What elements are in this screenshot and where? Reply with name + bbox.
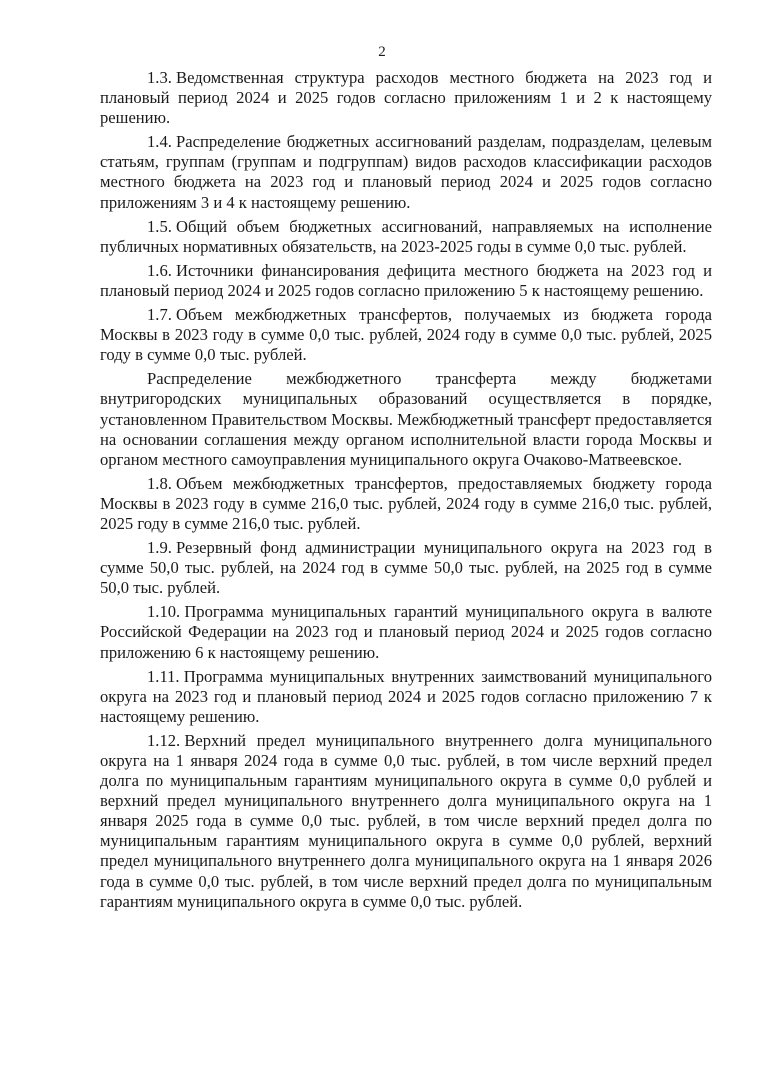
clause-number: 1.7.: [147, 305, 172, 325]
page-number: 2: [378, 44, 386, 60]
paragraph-1-12: [100, 731, 712, 912]
paragraph-1-9: [100, 538, 712, 598]
paragraph-1-3: [100, 68, 712, 128]
clause-number: 1.12.: [147, 730, 181, 750]
clause-number: 1.8.: [147, 473, 172, 493]
paragraph-1-6: [100, 261, 712, 301]
clause-text: Резервный фонд администрации муниципального округа на 2023 год в сумме 50,0 тыс. рублей, на 2024 год в сумме 50,0 тыс. рублей, на 2025 год в сумме 50,0 тыс. рублей.: [100, 538, 712, 598]
clause-text: Источники финансирования дефицита местного бюджета на 2023 год и плановый период 2024 и 2025 годов согласно приложению 5 к настоящему решению.: [100, 260, 712, 300]
clause-text: Распределение межбюджетного трансферта между бюджетами внутригородских муниципальных образований осуществляется в порядке, установленном Правительством Москвы. Межбюджетный трансферт предоставляется на основании соглашения между органом исполнительной власти города Москвы и органом местного самоуправления муниципального округа Очаково-Матвеевское.: [100, 369, 712, 469]
paragraph-1-7-distribution: [100, 369, 712, 469]
paragraph-1-8: [100, 474, 712, 534]
paragraph-1-4: [100, 132, 712, 212]
clause-text: Объем межбюджетных трансфертов, предоставляемых бюджету города Москвы в 2023 году в сумме 216,0 тыс. рублей, 2024 году в сумме 216,0 тыс. рублей, 2025 году в сумме 216,0 тыс. рублей.: [100, 473, 712, 533]
document-body: [100, 68, 712, 916]
clause-number: 1.10.: [147, 602, 181, 622]
clause-text: Общий объем бюджетных ассигнований, направляемых на исполнение публичных нормативных обязательств, на 2023-2025 годы в сумме 0,0 тыс. рублей.: [100, 216, 712, 256]
clause-text: Верхний предел муниципального внутреннего долга муниципального округа на 1 января 2024 года в сумме 0,0 тыс. рублей, в том числе верхний предел долга по муниципальным гарантиям муниципального округа в сумме 0,0 рублей и верхний предел муниципального внутреннего долга муниципального округа на 1 января 2025 года в сумме 0,0 тыс. рублей, в том числе верхний предел долга по муниципальным гарантиям муниципального округа в сумме 0,0 рублей, верхний предел муниципального внутреннего долга муниципального округа на 1 января 2026 года в сумме 0,0 тыс. рублей, в том числе верхний предел долга по муниципальным гарантиям муниципального округа в сумме 0,0 тыс. рублей.: [100, 730, 712, 911]
paragraph-1-11: [100, 667, 712, 727]
clause-number: 1.6.: [147, 260, 172, 280]
clause-number: 1.3.: [147, 68, 172, 87]
clause-number: 1.5.: [147, 216, 172, 236]
paragraph-1-10: [100, 602, 712, 662]
paragraph-1-5: [100, 217, 712, 257]
clause-number: 1.11.: [147, 666, 180, 686]
paragraph-1-7: [100, 305, 712, 365]
clause-number: 1.4.: [147, 132, 172, 152]
clause-text: Программа муниципальных внутренних заимствований муниципального округа на 2023 год и плановый период 2024 и 2025 годов согласно приложению 7 к настоящему решению.: [100, 666, 712, 726]
clause-text: Распределение бюджетных ассигнований разделам, подразделам, целевым статьям, группам (группам и подгруппам) видов расходов классификации расходов местного бюджета на 2023 год и плановый период 2024 и 2025 годов согласно приложениям 3 и 4 к настоящему решению.: [100, 132, 712, 212]
clause-text: Ведомственная структура расходов местного бюджета на 2023 год и плановый период 2024 и 2025 годов согласно приложениям 1 и 2 к настоящему решению.: [100, 68, 712, 128]
clause-text: Объем межбюджетных трансфертов, получаемых из бюджета города Москвы в 2023 году в сумме 0,0 тыс. рублей, 2024 году в сумме 0,0 тыс. рублей, 2025 году в сумме 0,0 тыс. рублей.: [100, 305, 712, 365]
clause-text: Программа муниципальных гарантий муниципального округа в валюте Российской Федерации на 2023 год и плановый период 2024 и 2025 годов согласно приложению 6 к настоящему решению.: [100, 602, 712, 662]
clause-number: 1.9.: [147, 538, 172, 558]
